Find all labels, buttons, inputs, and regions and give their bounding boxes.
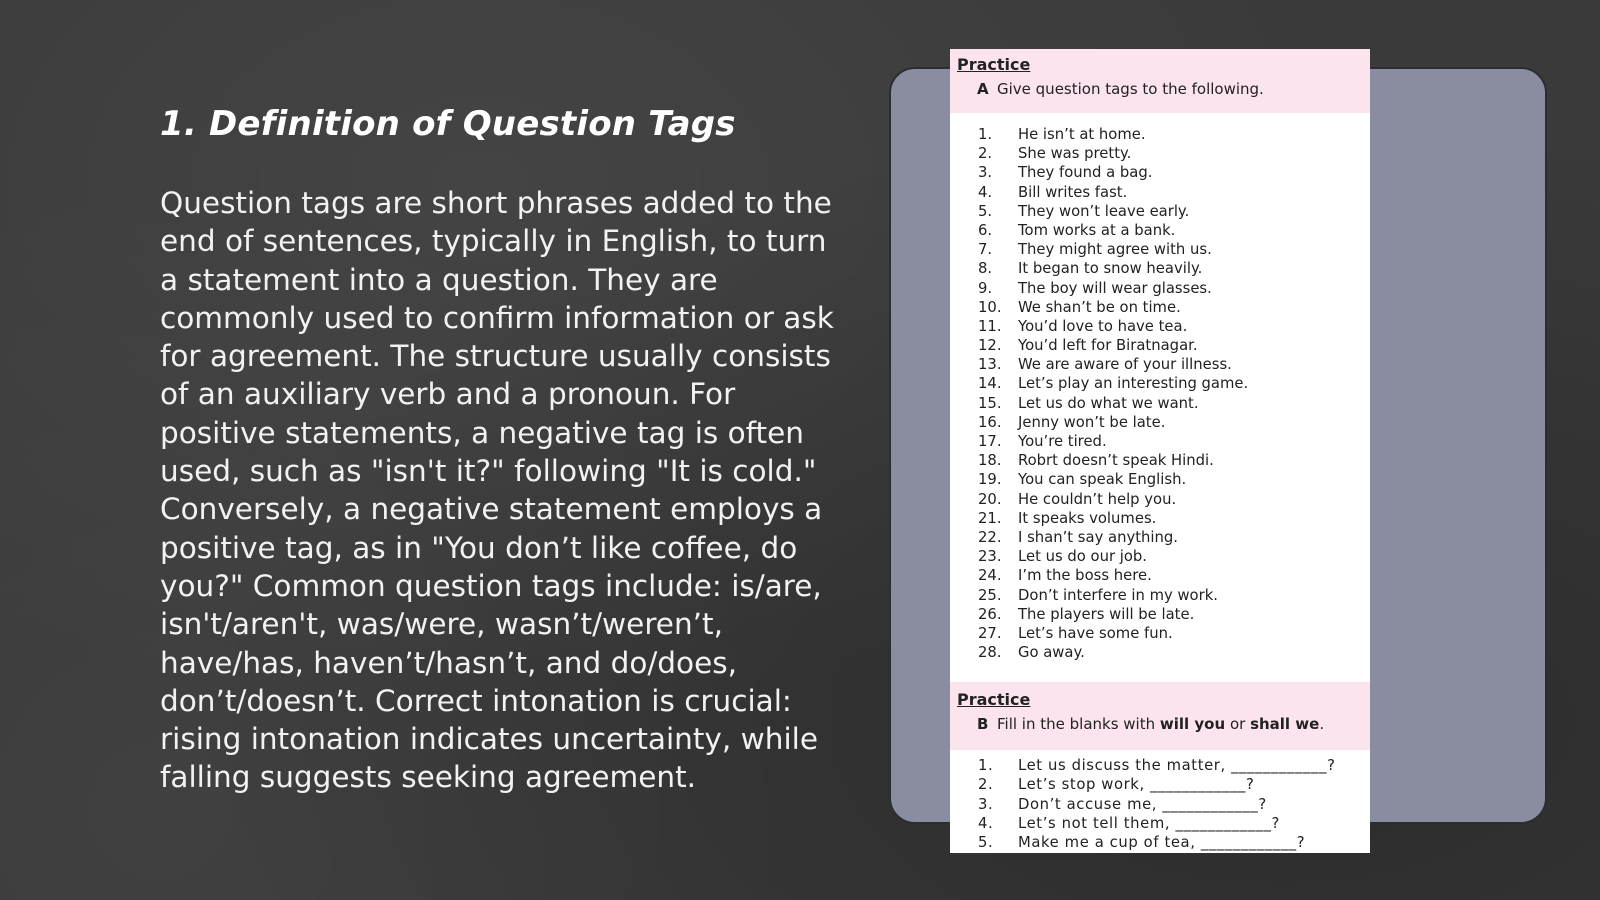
- item-text: Tom works at a bank.: [1018, 221, 1176, 239]
- list-item: [950, 202, 1370, 221]
- item-number: 10.: [978, 298, 1002, 316]
- list-item: [950, 643, 1370, 662]
- item-number: 1.: [978, 757, 994, 775]
- item-text: Jenny won’t be late.: [1018, 413, 1166, 431]
- item-number: 4.: [978, 814, 994, 832]
- item-number: 14.: [978, 375, 1002, 393]
- item-number: 5.: [978, 834, 994, 851]
- item-text: You can speak English.: [1018, 471, 1187, 489]
- practice-a-list: [950, 113, 1370, 662]
- item-number: 7.: [978, 241, 993, 259]
- list-item: [950, 240, 1370, 259]
- item-text: You’d love to have tea.: [1018, 317, 1188, 335]
- list-item: [950, 336, 1370, 355]
- item-number: 18.: [978, 452, 1002, 470]
- item-text: Make me a cup of tea, ____________?: [1018, 834, 1306, 851]
- item-number: 26.: [978, 605, 1002, 623]
- list-item: [950, 163, 1370, 182]
- item-number: 12.: [978, 337, 1002, 355]
- instruction-bold-will-you: will you: [1159, 715, 1226, 734]
- item-text: You’d left for Biratnagar.: [1018, 337, 1198, 355]
- item-text: I shan’t say anything.: [1018, 528, 1179, 546]
- item-number: 27.: [978, 624, 1002, 642]
- item-text: He isn’t at home.: [1018, 126, 1146, 143]
- practice-b-instruction: [997, 715, 1324, 733]
- worksheet-image: [950, 49, 1370, 853]
- practice-b-list: [950, 750, 1370, 852]
- list-item: [950, 586, 1370, 605]
- practice-b-letter: B: [977, 715, 989, 734]
- item-text: He couldn’t help you.: [1018, 490, 1177, 508]
- practice-a-header: [950, 49, 1370, 113]
- item-text: You’re tired.: [1018, 433, 1107, 450]
- item-number: 15.: [978, 394, 1002, 412]
- item-number: 28.: [978, 644, 1002, 662]
- item-text: Robrt doesn’t speak Hindi.: [1018, 452, 1214, 470]
- list-item: [950, 221, 1370, 240]
- item-number: 8.: [978, 260, 993, 278]
- item-number: 3.: [978, 795, 994, 813]
- item-number: 24.: [978, 567, 1002, 585]
- item-number: 9.: [978, 279, 993, 297]
- item-number: 25.: [978, 586, 1002, 604]
- item-number: 6.: [978, 221, 993, 239]
- item-text: Bill writes fast.: [1018, 183, 1128, 201]
- list-item: [950, 775, 1370, 794]
- item-text: They found a bag.: [1018, 164, 1153, 182]
- list-item: [950, 547, 1370, 566]
- practice-b-instruction-row: [957, 715, 1363, 733]
- list-item: [950, 279, 1370, 298]
- item-text: It speaks volumes.: [1018, 509, 1157, 527]
- list-item: [950, 509, 1370, 528]
- item-text: Let’s play an interesting game.: [1018, 375, 1249, 393]
- list-item: [950, 756, 1370, 775]
- item-text: Let us do our job.: [1018, 548, 1148, 566]
- list-item: [950, 259, 1370, 278]
- item-number: 21.: [978, 509, 1002, 527]
- item-number: 23.: [978, 548, 1002, 566]
- list-item: [950, 470, 1370, 489]
- item-text: Let’s have some fun.: [1018, 624, 1173, 642]
- item-number: 22.: [978, 528, 1002, 546]
- item-number: 5.: [978, 202, 993, 220]
- item-text: The boy will wear glasses.: [1018, 279, 1212, 297]
- practice-b-label: Practice: [957, 690, 1031, 710]
- item-text: Let’s stop work, ____________?: [1018, 776, 1255, 794]
- list-item: [950, 490, 1370, 509]
- list-item: [950, 833, 1370, 852]
- item-number: 2.: [978, 145, 993, 163]
- list-item: [950, 795, 1370, 814]
- practice-b-header: [950, 682, 1370, 750]
- item-text: We are aware of your illness.: [1018, 356, 1232, 374]
- item-number: 11.: [978, 317, 1002, 335]
- item-text: Go away.: [1018, 644, 1085, 662]
- practice-a-instruction-row: [957, 80, 1363, 98]
- instruction-text: or: [1225, 715, 1251, 734]
- list-item: [950, 183, 1370, 202]
- list-item: [950, 125, 1370, 144]
- list-item: [950, 528, 1370, 547]
- practice-a-letter: A: [977, 80, 989, 98]
- list-item: [950, 451, 1370, 470]
- item-number: 1.: [978, 126, 993, 143]
- list-item: [950, 355, 1370, 374]
- item-text: Let’s not tell them, ____________?: [1018, 814, 1280, 832]
- item-text: Don’t interfere in my work.: [1018, 586, 1218, 604]
- item-text: Don’t accuse me, ____________?: [1018, 795, 1267, 813]
- item-number: 3.: [978, 164, 993, 182]
- practice-a-instruction: Give question tags to the following.: [997, 80, 1264, 98]
- list-item: [950, 144, 1370, 163]
- item-number: 4.: [978, 183, 993, 201]
- list-item: [950, 605, 1370, 624]
- item-number: 2.: [978, 776, 994, 794]
- item-text: She was pretty.: [1018, 145, 1132, 163]
- item-text: They won’t leave early.: [1018, 202, 1190, 220]
- item-text: Let us do what we want.: [1018, 394, 1199, 412]
- item-number: 20.: [978, 490, 1002, 508]
- slide-body-text: Question tags are short phrases added to the end of sentences, typically in English, to turn a statement into a question. They are commonly used to confirm information or ask for agreement. The structure usually consists of an auxiliary verb and a pronoun. For positive statements, a negative tag is often used, such as "isn't it?" following "It is cold." Conversely, a negative statement employs a positive tag, as in "You don’t like coffee, do you?" Common question tags include: is/are, isn't/aren't, was/were, wasn’t/weren’t, have/has, haven’t/hasn’t, and do/does, don’t/doesn’t. Correct intonation is crucial: rising intonation indicates uncertainty, while falling suggests seeking agreement.: [160, 186, 834, 795]
- list-item: [950, 374, 1370, 393]
- practice-a-label: Practice: [957, 55, 1031, 74]
- item-text: Let us discuss the matter, ____________?: [1018, 757, 1336, 775]
- instruction-bold-shall-we: shall we: [1250, 715, 1320, 734]
- item-text: It began to snow heavily.: [1018, 260, 1203, 278]
- list-item: [950, 394, 1370, 413]
- list-item: [950, 432, 1370, 451]
- instruction-text: Fill in the blanks with: [997, 715, 1160, 734]
- list-item: [950, 624, 1370, 643]
- item-text: I’m the boss here.: [1018, 567, 1152, 585]
- list-item: [950, 814, 1370, 833]
- item-number: 16.: [978, 413, 1002, 431]
- item-text: They might agree with us.: [1018, 241, 1212, 259]
- item-number: 17.: [978, 433, 1002, 450]
- list-item: [950, 317, 1370, 336]
- item-number: 13.: [978, 356, 1002, 374]
- item-number: 19.: [978, 471, 1002, 489]
- instruction-text: .: [1319, 715, 1325, 734]
- list-item: [950, 413, 1370, 432]
- item-text: We shan’t be on time.: [1018, 298, 1181, 316]
- slide-title: 1. Definition of Question Tags: [160, 104, 736, 144]
- item-text: The players will be late.: [1018, 605, 1195, 623]
- list-item: [950, 566, 1370, 585]
- list-item: [950, 298, 1370, 317]
